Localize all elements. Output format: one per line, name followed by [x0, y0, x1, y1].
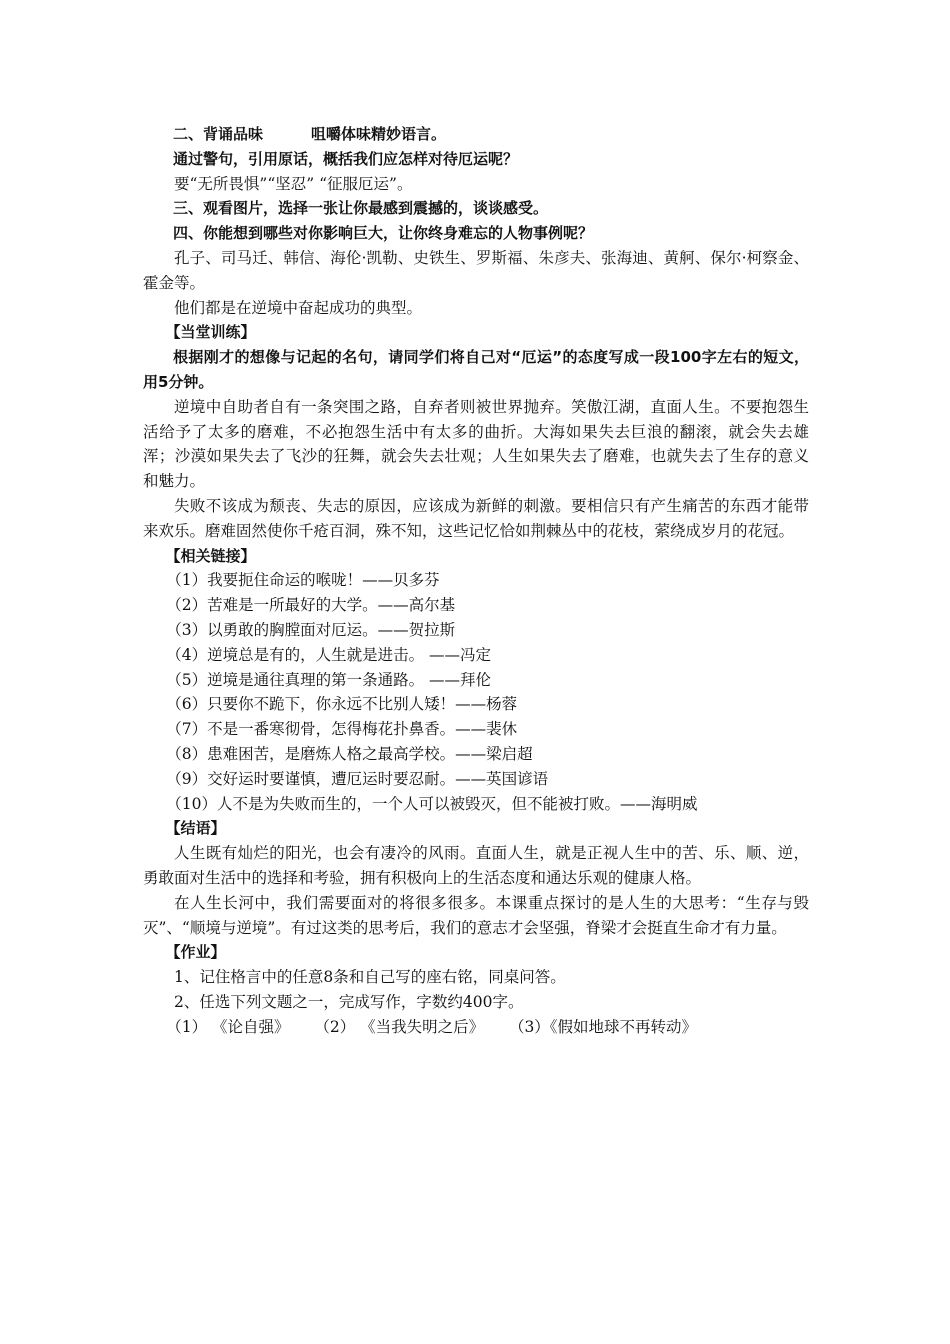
homework-topic-1: （1） 《论自强》 — [166, 1017, 290, 1036]
section-2-heading-line — [143, 122, 809, 147]
quote-item: （9）交好运时要谨慎，遭厄运时要忍耐。——英国谚语 — [166, 769, 549, 788]
quote-item: （3）以勇敢的胸膛面对厄运。——贺拉斯 — [166, 620, 456, 639]
quote-item: （8）患难困苦，是磨炼人格之最高学校。——梁启超 — [166, 744, 533, 763]
quote-item: （5）逆境是通往真理的第一条通路。 ——拜伦 — [166, 670, 492, 689]
section-4-heading: 四、你能想到哪些对你影响巨大，让你终身难忘的人物事例呢？ — [173, 224, 594, 243]
conclusion-heading: 【结语】 — [165, 819, 226, 838]
homework-heading: 【作业】 — [165, 943, 226, 962]
quote-item: （2）苦难是一所最好的大学。——高尔基 — [166, 596, 456, 615]
homework-topic-3: （3）《假如地球不再转动》 — [508, 1017, 698, 1036]
section-2-heading: 二、背诵品味 — [173, 125, 264, 143]
document-body — [143, 122, 809, 1039]
section-4-answer: 孔子、司马迁、韩信、海伦·凯勒、史铁生、罗斯福、朱彦夫、张海迪、黄舸、保尔·柯察金、霍金等。 — [143, 248, 809, 292]
quote-item: （7）不是一番寒彻骨，怎得梅花扑鼻香。——裴休 — [166, 720, 518, 739]
training-heading: 【当堂训练】 — [165, 323, 256, 342]
homework-topics — [143, 1015, 809, 1040]
homework-topic-2: （2） 《当我失明之后》 — [314, 1017, 485, 1036]
quote-item: （6）只要你不跪下，你永远不比别人矮！——杨蓉 — [166, 695, 518, 714]
section-2-subheading: 咀嚼体味精妙语言。 — [311, 125, 447, 143]
homework-item-1: 1、记住格言中的任意8条和自己写的座右铭，同桌问答。 — [174, 968, 566, 987]
training-prompt: 根据刚才的想像与记起的名句，请同学们将自己对“厄运”的态度写成一段100字左右的短文，用5分钟。 — [143, 348, 809, 391]
conclusion-paragraph-1: 人生既有灿烂的阳光，也会有凄冷的风雨。直面人生，就是正视人生中的苦、乐、顺、逆，勇敢面对生活中的选择和考验，拥有积极向上的生活态度和通达乐观的健康人格。 — [143, 844, 809, 887]
quote-list — [143, 568, 809, 816]
section-2-question: 通过警句，引用原话，概括我们应怎样对待厄运呢？ — [173, 149, 519, 168]
quote-item: （4）逆境总是有的，人生就是进击。 ——冯定 — [166, 645, 492, 664]
quote-item: （10）人不是为失败而生的，一个人可以被毁灭，但不能被打败。——海明威 — [166, 794, 698, 813]
homework-item-2: 2、任选下列文题之一，完成写作，字数约400字。 — [174, 992, 524, 1011]
quote-item: （1）我要扼住命运的喉咙！——贝多芬 — [166, 571, 440, 590]
training-paragraph-1: 逆境中自助者自有一条突围之路，自弃者则被世界抛弃。笑傲江湖，直面人生。不要抱怨生活给予了太多的磨难，不必抱怨生活中有太多的曲折。大海如果失去巨浪的翻滚，就会失去雄浑；沙漠如果失去了飞沙的狂舞，就会失去壮观；人生如果失去了磨难，也就失去了生存的意义和魅力。 — [143, 397, 809, 491]
links-heading: 【相关链接】 — [165, 546, 256, 565]
training-paragraph-2: 失败不该成为颓丧、失志的原因，应该成为新鲜的刺激。要相信只有产生痛苦的东西才能带来欢乐。磨难固然使你千疮百洞，殊不知，这些记忆恰如荆棘丛中的花枝，萦绕成岁月的花冠。 — [143, 496, 809, 540]
section-4-summary: 他们都是在逆境中奋起成功的典型。 — [174, 298, 423, 317]
conclusion-paragraph-2: 在人生长河中，我们需要面对的将很多很多。本课重点探讨的是人生的大思考：“生存与毁灭”、“顺境与逆境”。有过这类的思考后，我们的意志才会坚强，脊梁才会挺直生命才有力量。 — [143, 893, 809, 937]
section-3-heading: 三、观看图片，选择一张让你最感到震撼的，谈谈感受。 — [173, 199, 549, 218]
section-2-answer: 要“无所畏惧”“坚忍” “征服厄运”。 — [174, 174, 413, 193]
